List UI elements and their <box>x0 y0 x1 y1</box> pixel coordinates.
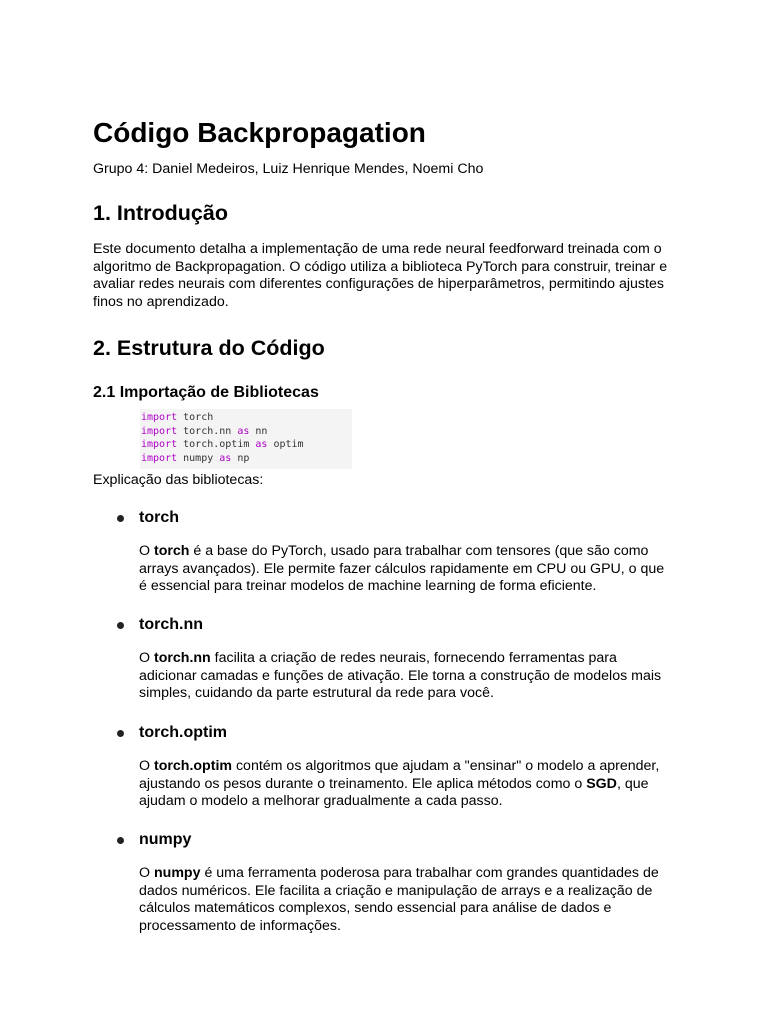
code-block-imports <box>140 409 352 469</box>
library-title: torch <box>139 509 179 526</box>
subsection-heading-importacao: 2.1 Importação de Bibliotecas <box>93 384 319 401</box>
library-description: O torch é a base do PyTorch, usado para trabalhar com tensores (que são como arrays avançados). Ele permite fazer cálculos rapidamente em CPU ou GPU, o que é essencial para treinar modelos de machine learning de forma eficiente. <box>139 543 665 595</box>
document-title: Código Backpropagation <box>93 117 426 148</box>
bullet-icon <box>117 730 124 737</box>
intro-paragraph: Este documento detalha a implementação de uma rede neural feedforward treinada com o algoritmo de Backpropagation. O código utiliza a biblioteca PyTorch para construir, treinar e avaliar redes neurais com diferentes configurações de hiperparâmetros, permitindo ajustes finos no aprendizado. <box>93 241 668 310</box>
section-heading-introducao: 1. Introdução <box>93 201 228 225</box>
library-description: O torch.nn facilita a criação de redes neurais, fornecendo ferramentas para adicionar camadas e funções de ativação. Ele torna a construção de modelos mais simples, cuidando da parte estrutural da rede para você. <box>139 650 662 702</box>
library-title: torch.optim <box>139 724 227 741</box>
code-line: import torch.nn as nn <box>141 425 268 437</box>
section-heading-estrutura: 2. Estrutura do Código <box>93 336 325 360</box>
libraries-explanation-label: Explicação das bibliotecas: <box>93 472 264 488</box>
library-description: O numpy é uma ferramenta poderosa para trabalhar com grandes quantidades de dados numéricos. Ele facilita a criação e manipulação de arrays e a realização de cálculos matemáticos complexos, sendo essencial para análise de dados e processamento de informações. <box>139 865 659 934</box>
bullet-icon <box>117 515 124 522</box>
document-authors: Grupo 4: Daniel Medeiros, Luiz Henrique Mendes, Noemi Cho <box>93 161 484 177</box>
bullet-icon <box>117 622 124 629</box>
bullet-icon <box>117 837 124 844</box>
code-line: import torch <box>141 412 214 423</box>
library-description: O torch.optim contém os algoritmos que ajudam a "ensinar" o modelo a aprender, ajustando os pesos durante o treinamento. Ele aplica métodos como o SGD, que ajudam o modelo a melhorar gradualmente a cada passo. <box>139 758 660 810</box>
code-line: import numpy as np <box>141 453 250 465</box>
library-title: numpy <box>139 831 192 848</box>
code-line: import torch.optim as optim <box>141 439 304 451</box>
library-title: torch.nn <box>139 616 203 633</box>
